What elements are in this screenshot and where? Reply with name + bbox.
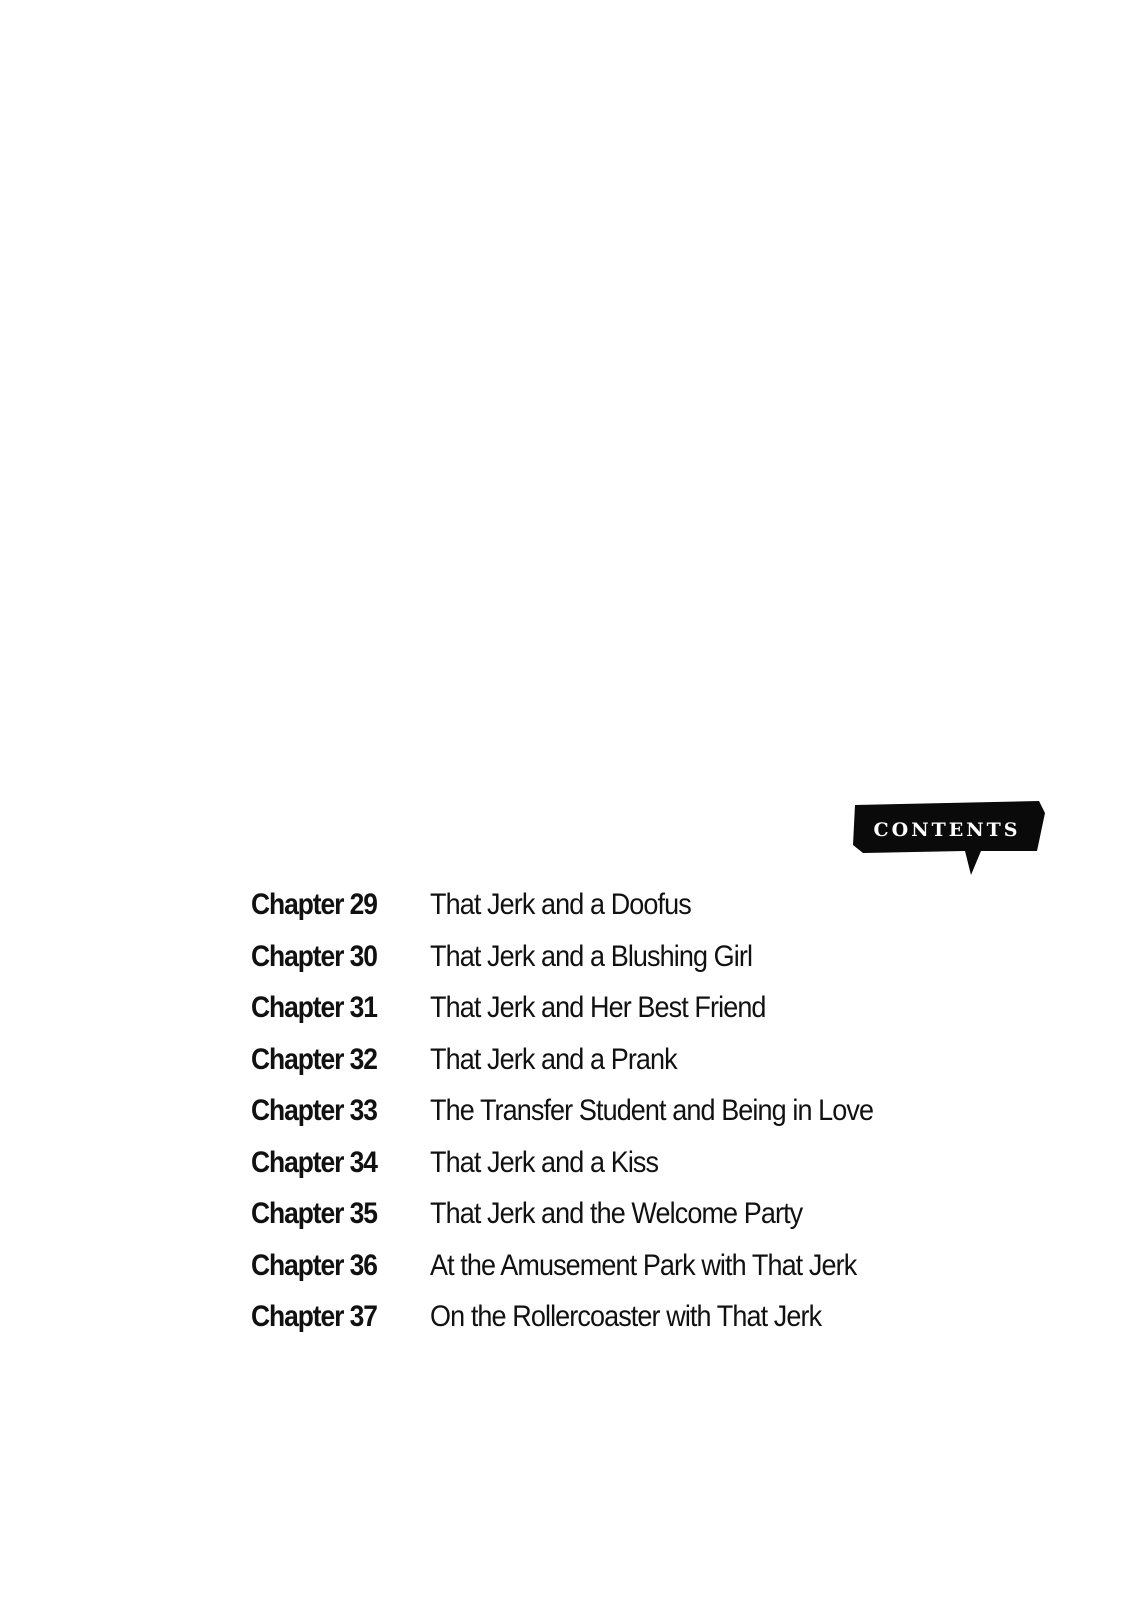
toc-entry-32[interactable]: [251, 1043, 922, 1095]
chapter-number: Chapter 31: [251, 991, 377, 1024]
chapter-title: That Jerk and the Welcome Party: [430, 1197, 803, 1230]
toc-entry-34[interactable]: [251, 1146, 922, 1198]
chapter-number: Chapter 37: [251, 1300, 377, 1333]
toc-entry-36[interactable]: [251, 1249, 922, 1301]
contents-heading: CONTENTS: [873, 819, 1021, 841]
chapter-title: That Jerk and a Doofus: [430, 888, 691, 921]
chapter-title: That Jerk and a Prank: [430, 1042, 677, 1076]
chapter-number: Chapter 36: [251, 1248, 377, 1282]
chapter-title: At the Amusement Park with That Jerk: [430, 1248, 857, 1282]
contents-heading-badge: [853, 801, 1048, 876]
chapter-title: That Jerk and a Blushing Girl: [430, 939, 753, 973]
chapter-title: That Jerk and Her Best Friend: [430, 991, 766, 1024]
chapter-title: On the Rollercoaster with That Jerk: [430, 1300, 822, 1333]
toc-entry-31[interactable]: [251, 991, 922, 1043]
toc-entry-37[interactable]: [251, 1300, 922, 1352]
chapter-title: That Jerk and a Kiss: [430, 1145, 659, 1179]
chapter-number: Chapter 29: [251, 888, 377, 921]
chapter-title: The Transfer Student and Being in Love: [430, 1094, 874, 1127]
toc-entry-29[interactable]: [251, 888, 922, 940]
chapter-number: Chapter 30: [251, 939, 377, 973]
table-of-contents: [251, 888, 922, 1352]
toc-entry-30[interactable]: [251, 940, 922, 992]
chapter-number: Chapter 32: [251, 1042, 377, 1076]
toc-entry-35[interactable]: [251, 1197, 922, 1249]
chapter-number: Chapter 35: [251, 1197, 377, 1230]
chapter-number: Chapter 33: [251, 1094, 377, 1127]
toc-entry-33[interactable]: [251, 1094, 922, 1146]
chapter-number: Chapter 34: [251, 1145, 377, 1179]
